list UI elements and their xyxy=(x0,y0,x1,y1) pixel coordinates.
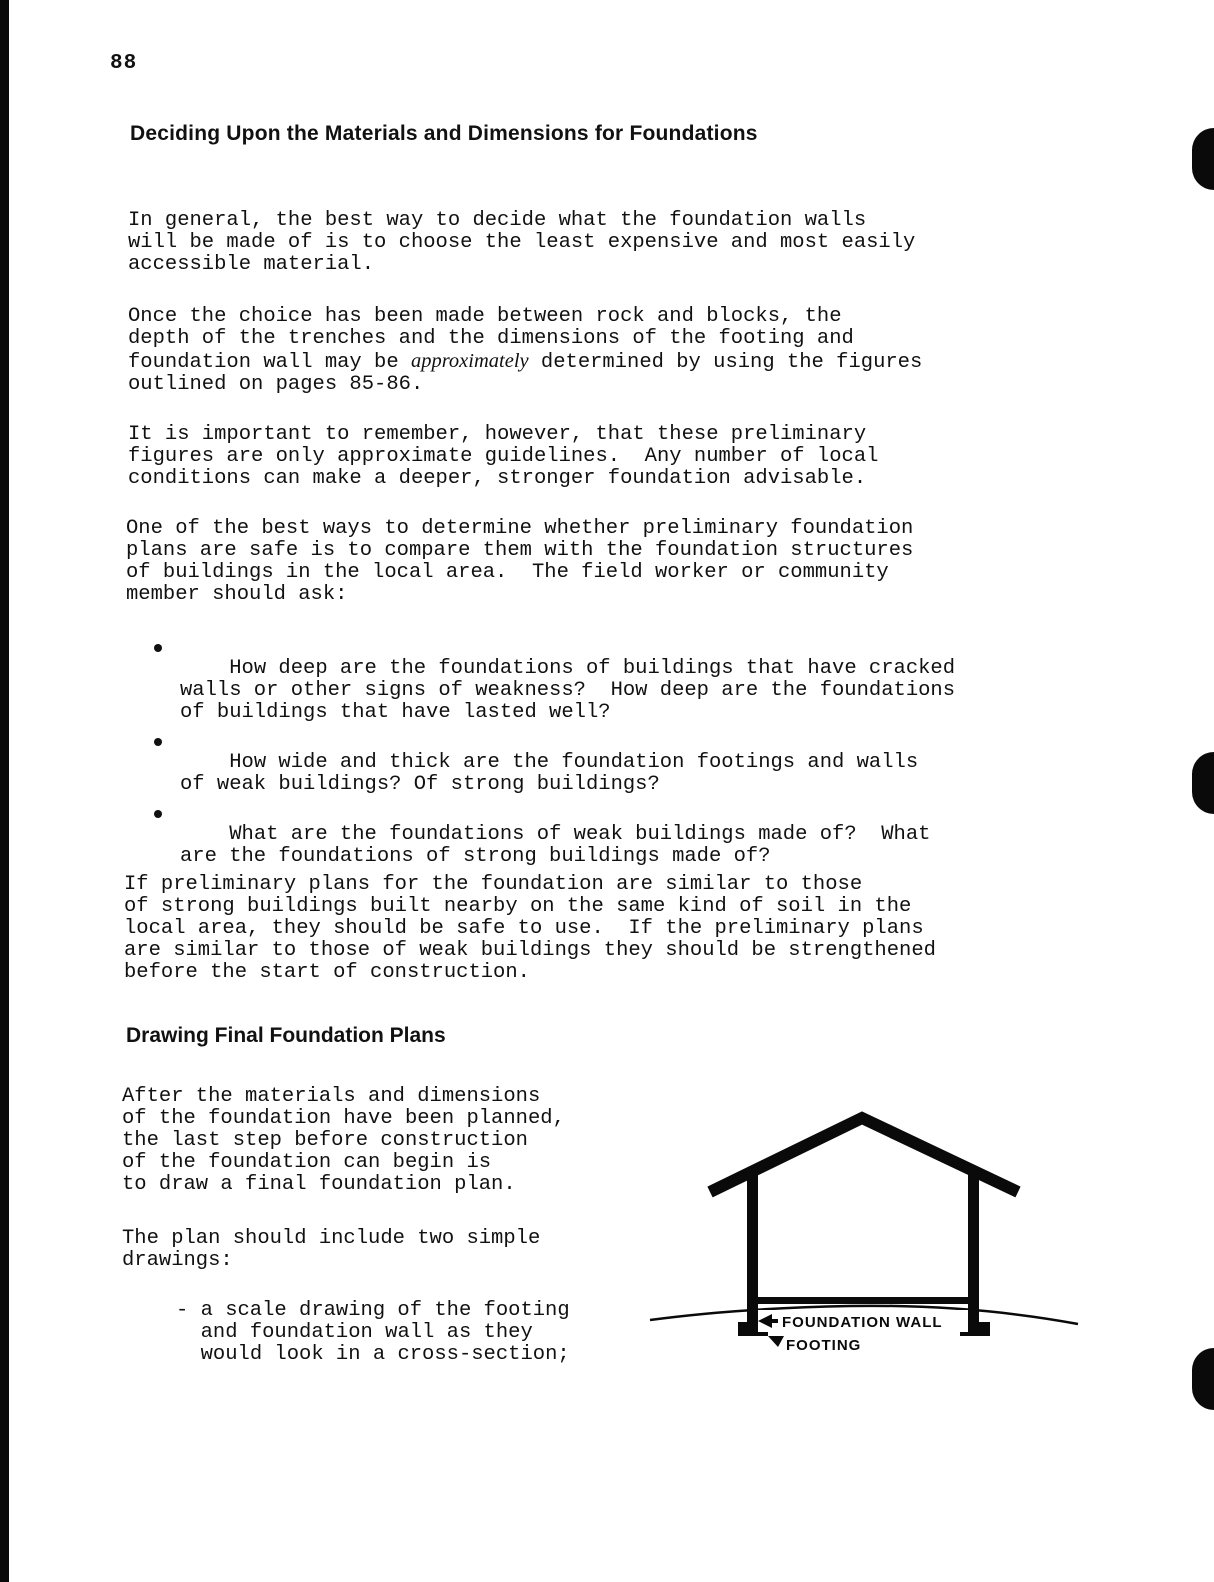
punch-hole-bottom xyxy=(1192,1348,1214,1410)
bullet-icon xyxy=(154,644,162,652)
question-text: How wide and thick are the foundation footings and walls of weak buildings? Of strong buildings? xyxy=(180,751,919,796)
arrow-footing-icon xyxy=(768,1336,784,1347)
bullet-icon xyxy=(154,810,162,818)
paragraph-after-materials: After the materials and dimensions of the foundation have been planned, the last step before construction of the foundation can begin is to draw a final foundation plan. xyxy=(122,1085,565,1196)
paragraph-plan-include: The plan should include two simple drawings: xyxy=(122,1227,541,1272)
scan-left-edge xyxy=(0,0,9,1582)
emphasis-approximately: approximately xyxy=(410,350,529,372)
foundation-diagram xyxy=(640,1100,1090,1354)
arrow-wall-stem xyxy=(770,1319,778,1323)
page-number: 88 xyxy=(110,52,138,75)
paragraph-choice-part1: Once the choice has been made between rock and blocks, the depth of the trenches and the dimensions of the footing and foundation wall may be xyxy=(128,305,854,374)
label-footing: FOOTING xyxy=(786,1337,862,1354)
section-heading-final-plans: Drawing Final Foundation Plans xyxy=(126,1024,446,1047)
question-text: What are the foundations of weak buildings made of? What are the foundations of strong buildings made of? xyxy=(180,823,931,868)
paragraph-choice-part2: determined by using the figures outlined on pages 85-86. xyxy=(128,351,923,396)
punch-hole-middle xyxy=(1192,752,1214,814)
paragraph-general: In general, the best way to decide what the foundation walls will be made of is to choose the least expensive and most easily accessible material. xyxy=(128,209,916,276)
punch-hole-top xyxy=(1192,128,1214,190)
paragraph-choice xyxy=(128,306,922,396)
paragraph-preliminary-plans: If preliminary plans for the foundation are similar to those of strong buildings built nearby on the same kind of soil in the local area, they should be safe to use. If the preliminary plans are similar to those of weak buildings they should be strengthened before the start of construction. xyxy=(124,873,936,984)
section-heading-materials: Deciding Upon the Materials and Dimensions for Foundations xyxy=(130,122,758,145)
floor-slab xyxy=(747,1297,979,1304)
bullet-icon xyxy=(154,738,162,746)
paragraph-important: It is important to remember, however, that these preliminary figures are only approximate guidelines. Any number of local conditions can make a deeper, stronger foundation advisable. xyxy=(128,423,879,490)
paragraph-compare: One of the best ways to determine whether preliminary foundation plans are safe is to compare them with the foundation structures of buildings in the local area. The field worker or community member should ask: xyxy=(126,517,914,606)
label-foundation-wall: FOUNDATION WALL xyxy=(782,1314,943,1331)
house-cross-section-icon xyxy=(640,1100,1090,1354)
question-text: How deep are the foundations of buildings that have cracked walls or other signs of weakness? How deep are the foundations of buildings that have lasted well? xyxy=(180,657,956,724)
dash-item-scale-drawing: - a scale drawing of the footing and foundation wall as they would look in a cross-section; xyxy=(176,1299,570,1366)
